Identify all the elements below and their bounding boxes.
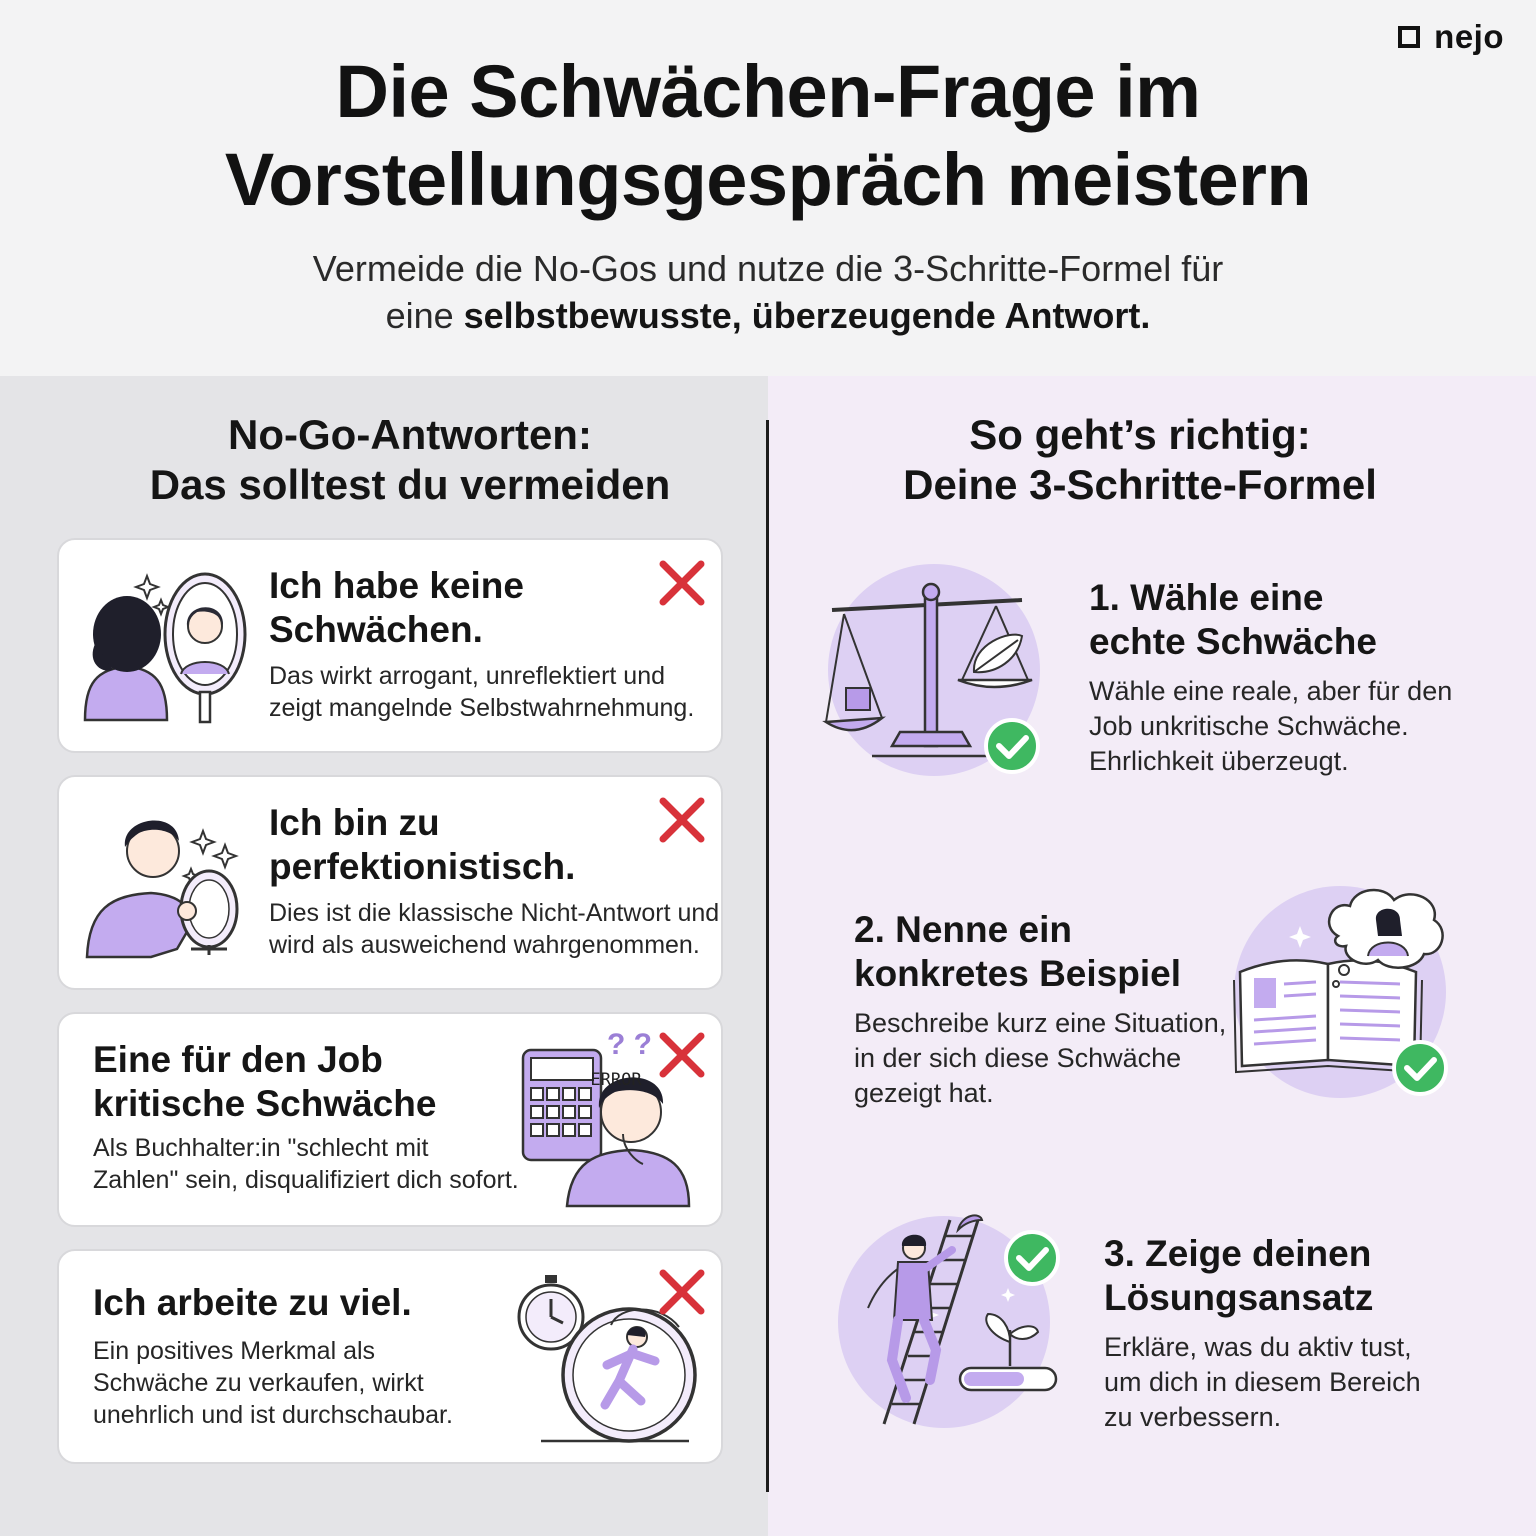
card-2-title-line-1: Ich bin zu (269, 802, 440, 843)
card-1-text-line-2: zeigt mangelnde Selbstwahrnehmung. (269, 694, 695, 722)
mirror-illustration (77, 562, 257, 727)
card-2-text-line-2: wird als ausweichend wahrgenommen. (269, 931, 700, 959)
card-2-title-line-2: perfektionistisch. (269, 846, 576, 887)
subtitle-line-2 (0, 292, 1536, 339)
subtitle-line-2-bold: selbstbewusste, überzeugende Antwort. (463, 295, 1151, 336)
question-marks: ? ? (607, 1028, 652, 1061)
x-mark-icon (657, 558, 707, 608)
step-2-text-line-1: Beschreibe kurz eine Situation, (854, 1008, 1227, 1038)
step-3-text-line-1: Erkläre, was du aktiv tust, (1104, 1332, 1412, 1362)
calculator-error-label: ERROR (590, 1070, 642, 1090)
step-1-title-line-1: 1. Wähle eine (1089, 577, 1324, 618)
step-2-text-line-3: gezeigt hat. (854, 1078, 994, 1108)
card-3-title-line-1: Eine für den Job (93, 1039, 383, 1080)
book-illustration (1228, 880, 1458, 1100)
formula-heading (790, 410, 1490, 510)
formula-heading-line-2: Deine 3-Schritte-Formel (903, 461, 1377, 508)
step-1-text-line-3: Ehrlichkeit überzeugt. (1089, 746, 1349, 776)
step-3-title-line-1: 3. Zeige deinen (1104, 1233, 1372, 1274)
step-2-text (854, 1006, 1226, 1111)
column-divider (766, 420, 769, 1492)
logo-text: nejo (1434, 18, 1504, 55)
card-4-text-line-1: Ein positives Merkmal als (93, 1337, 376, 1365)
no-go-heading (40, 410, 780, 510)
perfectionist-illustration (81, 799, 261, 964)
step-3-text (1104, 1330, 1421, 1435)
step-1-text-line-1: Wähle eine reale, aber für den (1089, 676, 1453, 706)
card-1-title (269, 564, 524, 652)
step-2-title (854, 908, 1181, 996)
card-4-text-line-3: unehrlich und ist durchschaubar. (93, 1401, 453, 1429)
card-1-text (269, 660, 694, 724)
x-mark-icon (657, 795, 707, 845)
step-3-title-line-2: Lösungsansatz (1104, 1277, 1374, 1318)
card-2-text-line-1: Dies ist die klassische Nicht-Antwort und (269, 899, 720, 927)
step-2-title-line-2: konkretes Beispiel (854, 953, 1181, 994)
card-1-text-line-1: Das wirkt arrogant, unreflektiert und (269, 662, 666, 690)
card-4-title: Ich arbeite zu viel. (93, 1282, 412, 1323)
step-3-text-line-3: zu verbessern. (1104, 1402, 1282, 1432)
subtitle-line-2-prefix: eine (385, 295, 464, 336)
card-3-text (93, 1132, 519, 1196)
no-go-card-3 (57, 1012, 723, 1227)
step-3-title (1104, 1232, 1373, 1320)
step-1-title (1089, 576, 1377, 664)
card-2-title (269, 801, 575, 889)
step-3-text-line-2: um dich in diesem Bereich (1104, 1367, 1421, 1397)
step-1-title-line-2: echte Schwäche (1089, 621, 1377, 662)
subtitle-line-1: Vermeide die No-Gos und nutze die 3-Schritte-Formel für (312, 248, 1224, 289)
step-2-title-line-1: 2. Nenne ein (854, 909, 1072, 950)
step-1-text-line-2: Job unkritische Schwäche. (1089, 711, 1409, 741)
no-go-card-2 (57, 775, 723, 990)
page-title (0, 48, 1536, 224)
card-2-text (269, 897, 719, 961)
step-1-text (1089, 674, 1452, 779)
no-go-card-1 (57, 538, 723, 753)
no-go-card-4 (57, 1249, 723, 1464)
step-2-text-line-2: in der sich diese Schwäche (854, 1043, 1182, 1073)
card-1-title-line-2: Schwächen. (269, 609, 483, 650)
page-title-line-2: Vorstellungsgespräch meistern (224, 138, 1312, 221)
no-go-heading-line-2: Das solltest du vermeiden (149, 461, 671, 508)
card-4-text-line-2: Schwäche zu verkaufen, wirkt (93, 1369, 424, 1397)
card-3-text-line-2: Zahlen" sein, disqualifiziert dich sofort. (93, 1166, 519, 1194)
page-title-line-1: Die Schwächen-Frage im (335, 50, 1201, 133)
ladder-illustration (832, 1210, 1072, 1440)
card-1-title-line-1: Ich habe keine (269, 565, 524, 606)
x-mark-icon (657, 1030, 707, 1080)
scale-illustration (822, 560, 1052, 780)
card-3-text-line-1: Als Buchhalter:in "schlecht mit (93, 1134, 429, 1162)
formula-heading-line-1: So geht’s richtig: (969, 411, 1311, 458)
page-subtitle (0, 245, 1536, 339)
x-mark-icon (657, 1267, 707, 1317)
no-go-heading-line-1: No-Go-Antworten: (228, 411, 592, 458)
card-3-title (93, 1038, 436, 1126)
card-4-text (93, 1335, 453, 1431)
logo-square-icon (1398, 26, 1420, 48)
card-3-title-line-2: kritische Schwäche (93, 1083, 437, 1124)
